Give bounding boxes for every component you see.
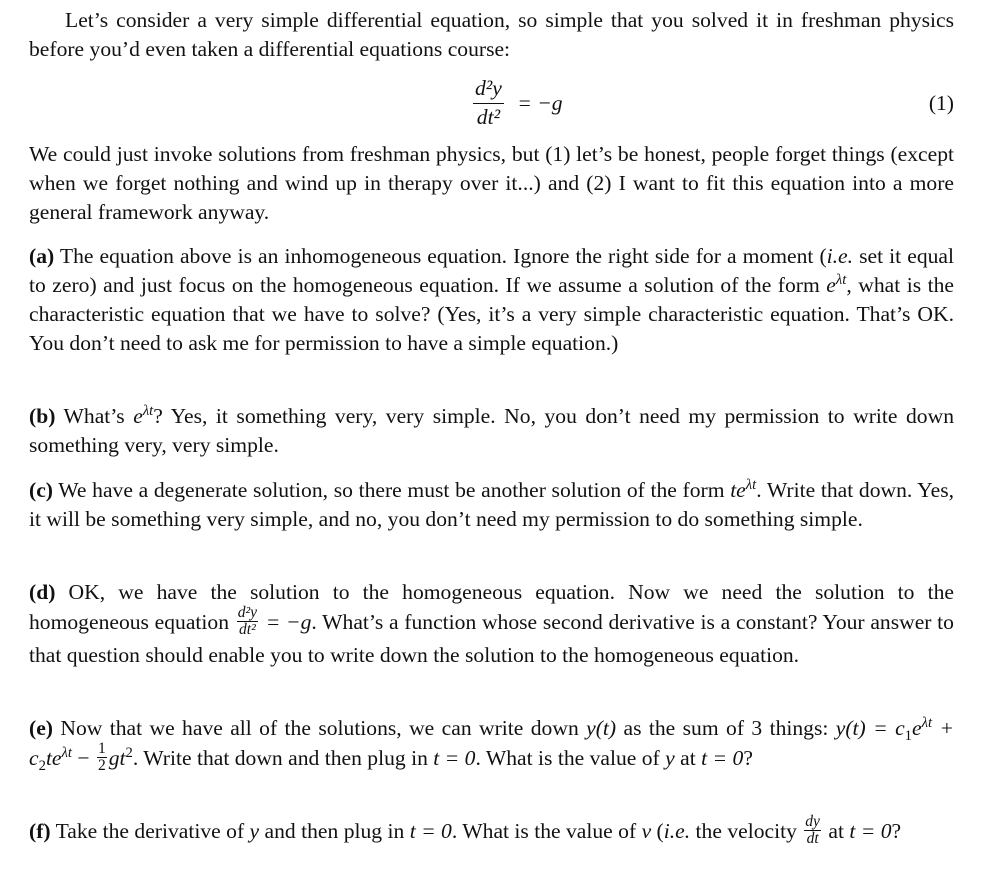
part-a-expr: e	[826, 273, 836, 297]
part-e-label: (e)	[29, 716, 53, 740]
part-f-text7: ?	[891, 818, 902, 843]
part-d-frac-den: dt²	[239, 621, 256, 639]
part-e-text5: at	[674, 745, 702, 770]
part-a-text3: , what is the characteristic equation that we have to solve? (Yes, it’s a very simple characteristic equation. That’s OK. You don’t need to ask me for permission to have a simple equation.)	[29, 273, 954, 355]
half-den: 2	[97, 757, 106, 775]
intro-text: Let’s consider a very simple differential equation, so simple that you solved it in freshman physics before you’d even taken a differential equations course:	[29, 8, 954, 61]
half-num: 1	[97, 740, 106, 757]
part-f-t0b: t = 0	[849, 818, 892, 843]
part-d-fraction	[237, 605, 258, 639]
formula-exp2: λt	[61, 744, 72, 761]
part-b-expr: e	[133, 404, 143, 428]
part-a	[29, 242, 954, 358]
formula-e: −	[71, 745, 95, 770]
part-e-text3: . Write that down and then plug in	[132, 745, 434, 770]
part-f-y: y	[249, 818, 260, 843]
part-f-text2: and then plug in	[259, 818, 410, 843]
part-f-t0: t = 0	[409, 818, 452, 843]
formula-half	[97, 741, 107, 775]
equation-numerator: d²y	[473, 76, 504, 104]
part-e-yt: y(t)	[586, 716, 617, 740]
part-f-text4: (	[651, 818, 664, 843]
formula-exp3: 2	[125, 744, 133, 761]
part-d	[29, 578, 954, 670]
intro-paragraph	[29, 6, 954, 64]
part-f	[29, 813, 954, 850]
part-f-text1: Take the derivative of	[55, 818, 250, 843]
part-f-label: (f)	[29, 818, 51, 843]
part-b-label: (b)	[29, 404, 56, 428]
part-d-label: (d)	[29, 580, 56, 604]
framework-paragraph	[29, 140, 954, 227]
part-e-text6: ?	[743, 745, 753, 770]
part-a-label: (a)	[29, 244, 55, 268]
part-e-t0: t = 0	[433, 745, 476, 770]
part-c-expr: te	[730, 478, 746, 502]
part-f-text6: at	[822, 818, 850, 843]
formula-b: e	[912, 716, 922, 740]
part-b	[29, 402, 954, 460]
formula-sub2: 2	[38, 757, 46, 774]
formula-c: + c	[29, 716, 955, 770]
part-e-text4: . What is the value of	[475, 745, 666, 770]
part-a-text1: The equation above is an inhomogeneous equation. Ignore the right side for a moment (	[59, 244, 827, 268]
part-e-y: y	[665, 745, 675, 770]
formula-exp1: λt	[921, 714, 933, 731]
equation-denominator: dt²	[476, 104, 501, 129]
display-equation	[29, 74, 954, 136]
part-f-ie: i.e.	[663, 818, 691, 843]
part-a-exponent: λt	[835, 271, 847, 288]
part-c-exponent: λt	[745, 476, 757, 493]
part-f-text5: the velocity	[690, 818, 803, 843]
part-f-v: v	[641, 818, 652, 843]
part-c	[29, 476, 954, 534]
part-e	[29, 714, 954, 777]
part-a-text2: set it equal to zero) and just focus on the homogeneous equation. If we assume a solution of the form	[29, 244, 955, 297]
part-d-text1: OK, we have the solution to the homogeneous equation. Now we need the solution to the homogeneous equation	[29, 580, 954, 634]
formula-d: te	[45, 745, 62, 770]
formula-a: y(t) = c	[835, 716, 905, 740]
part-b-text1: What’s	[63, 404, 134, 428]
part-d-frac-num: d²y	[237, 604, 258, 621]
part-d-text2: . What’s a function whose second derivative is a constant? Your answer to that question should enable you to write down the solution to the homogeneous equation.	[29, 609, 954, 667]
part-e-t0b: t = 0	[701, 745, 744, 770]
part-f-frac-den: dt	[806, 830, 819, 848]
formula-sub1: 1	[904, 728, 913, 745]
part-c-label: (c)	[29, 478, 53, 502]
part-f-text3: . What is the value of	[451, 818, 642, 843]
equation-rhs: = −g	[517, 90, 563, 115]
part-a-ie: i.e.	[826, 244, 854, 268]
part-e-text2: as the sum of 3 things:	[616, 716, 836, 740]
part-d-rhs: = −g	[260, 609, 312, 634]
part-c-text2: . Write that down. Yes, it will be something very simple, and no, you don’t need my permission to do something simple.	[29, 478, 954, 531]
equation-fraction	[473, 76, 504, 131]
formula-f: gt	[108, 745, 126, 770]
part-f-fraction	[804, 814, 821, 848]
part-f-frac-num: dy	[805, 813, 820, 830]
part-c-text1: We have a degenerate solution, so there must be another solution of the form	[58, 478, 731, 502]
part-b-exponent: λt	[142, 402, 154, 419]
equation-number: (1)	[928, 91, 954, 115]
equation-body	[473, 76, 563, 131]
framework-text: We could just invoke solutions from freshman physics, but (1) let’s be honest, people forget things (except when we forget nothing and wind up in therapy over it...) and (2) I want to fit this equation into a more general framework anyway.	[29, 142, 954, 224]
part-b-text2: ? Yes, it something very, very simple. No, you don’t need my permission to write down something very, very simple.	[29, 404, 954, 457]
part-e-text1: Now that we have all of the solutions, we can write down	[60, 716, 587, 740]
